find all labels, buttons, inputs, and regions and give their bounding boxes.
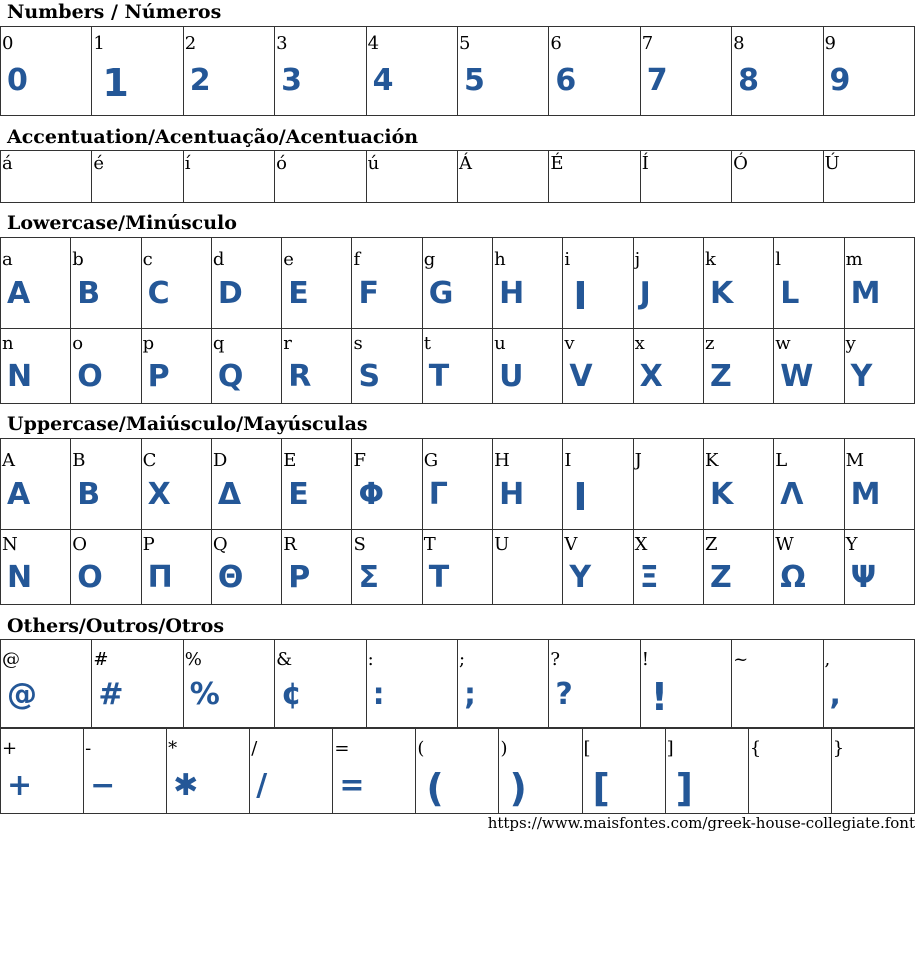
glyph-cell (823, 151, 914, 203)
font-glyph-sample: Π (147, 560, 172, 595)
glyph-cell (823, 27, 914, 116)
glyph-cell (493, 329, 563, 404)
character-label: & (276, 649, 293, 670)
character-label: S (353, 534, 366, 555)
glyph-cell (71, 530, 141, 605)
character-label: K (704, 450, 719, 471)
glyph-cell (352, 238, 422, 329)
glyph-cell (183, 640, 274, 728)
font-glyph-sample: E (288, 477, 308, 512)
glyph-cell (582, 729, 665, 814)
font-glyph-sample: L (780, 276, 799, 311)
character-label: + (2, 738, 18, 759)
font-glyph-sample: : (372, 677, 384, 712)
font-glyph-sample: ? (555, 677, 572, 712)
glyph-cell (282, 530, 352, 605)
glyph-cell (844, 329, 914, 404)
character-label: 7 (641, 33, 654, 54)
glyph-cell (703, 238, 773, 329)
font-glyph-sample: D (217, 276, 242, 311)
font-glyph-sample: Ψ (850, 560, 876, 595)
font-glyph-sample: Θ (217, 560, 243, 595)
glyph-cell (1, 729, 84, 814)
font-glyph-sample: ) (509, 766, 526, 810)
character-label: F (353, 450, 366, 471)
font-glyph-sample: Λ (780, 477, 803, 512)
glyph-cell (352, 329, 422, 404)
glyph-cell (703, 530, 773, 605)
font-glyph-sample: K (709, 276, 733, 311)
character-label: e (283, 249, 294, 270)
font-glyph-sample: 9 (829, 63, 850, 98)
glyph-cell (366, 27, 457, 116)
font-glyph-sample: 4 (372, 63, 393, 98)
character-label: ) (500, 738, 508, 759)
glyph-cell (366, 640, 457, 728)
font-glyph-sample: Ω (780, 560, 805, 595)
font-glyph-sample: Φ (358, 477, 383, 512)
font-glyph-sample: V (569, 359, 592, 394)
character-label: Ó (733, 153, 748, 174)
character-label: 3 (276, 33, 288, 54)
font-glyph-sample: N (7, 560, 32, 595)
font-glyph-sample: Z (709, 359, 731, 394)
character-label: Q (212, 534, 228, 555)
glyph-cell (422, 530, 492, 605)
glyph-cell (640, 27, 731, 116)
character-label: Í (641, 153, 649, 174)
uppercase-row-1 (1, 439, 915, 530)
glyph-cell (275, 640, 366, 728)
glyph-cell (71, 238, 141, 329)
font-glyph-sample: R (288, 359, 311, 394)
glyph-cell (141, 530, 211, 605)
glyph-cell (282, 238, 352, 329)
font-glyph-sample: 6 (555, 63, 576, 98)
character-label: O (72, 534, 88, 555)
glyph-cell (549, 640, 640, 728)
glyph-cell (703, 329, 773, 404)
font-glyph-sample: 7 (646, 63, 667, 98)
character-label: : (367, 649, 374, 670)
character-label: G (423, 450, 439, 471)
glyph-cell (211, 238, 281, 329)
character-label: é (93, 153, 105, 174)
font-glyph-sample: M (850, 276, 880, 311)
character-label: d (212, 249, 225, 270)
glyph-cell (831, 729, 914, 814)
character-label: * (168, 738, 178, 759)
glyph-cell (563, 329, 633, 404)
character-label: ! (641, 649, 649, 670)
character-label: R (283, 534, 297, 555)
font-glyph-sample: Y (569, 560, 591, 595)
character-label: ( (417, 738, 425, 759)
font-glyph-sample: T (428, 560, 449, 595)
character-label: L (775, 450, 788, 471)
character-label: t (423, 333, 432, 354)
glyph-cell (732, 27, 823, 116)
glyph-cell (1, 27, 92, 116)
glyph-cell (84, 729, 167, 814)
font-glyph-sample: ( (426, 766, 443, 810)
glyph-cell (71, 329, 141, 404)
font-glyph-sample: ! (650, 675, 668, 719)
font-glyph-sample: 3 (281, 63, 302, 98)
font-glyph-sample: ; (463, 677, 475, 712)
character-label: a (2, 249, 13, 270)
font-glyph-sample: T (428, 359, 449, 394)
glyph-cell (352, 530, 422, 605)
font-glyph-sample: P (288, 560, 310, 595)
glyph-cell (633, 238, 703, 329)
font-glyph-sample: ] (675, 766, 692, 810)
glyph-cell (183, 27, 274, 116)
section-title-uppercase: Uppercase/Maiúsculo/Mayúsculas (7, 413, 368, 435)
character-label: f (353, 249, 361, 270)
glyph-cell (141, 439, 211, 530)
glyph-cell (422, 439, 492, 530)
source-url: https://www.maisfontes.com/greek-house-collegiate.font (487, 814, 915, 832)
font-glyph-sample: @ (7, 677, 36, 712)
character-label: B (72, 450, 86, 471)
font-glyph-sample: = (339, 768, 364, 803)
font-glyph-sample: [ (592, 766, 609, 810)
section-title-others: Others/Outros/Otros (7, 615, 225, 637)
lowercase-row-1 (1, 238, 915, 329)
font-glyph-sample: H (499, 477, 524, 512)
glyph-cell (92, 27, 183, 116)
font-glyph-sample: J (639, 276, 650, 311)
glyph-cell (275, 151, 366, 203)
character-label: Á (458, 153, 472, 174)
font-glyph-sample: Y (850, 359, 872, 394)
glyph-cell (732, 640, 823, 728)
font-glyph-sample: Z (709, 560, 731, 595)
character-label: 4 (367, 33, 380, 54)
character-label: D (212, 450, 228, 471)
glyph-cell (774, 329, 844, 404)
character-label: T (423, 534, 436, 555)
accentuation-row (1, 151, 915, 203)
section-title-accentuation: Accentuation/Acentuação/Acentuación (7, 126, 419, 148)
character-label: ~ (733, 649, 749, 670)
character-label: s (353, 333, 363, 354)
character-label: I (564, 450, 572, 471)
character-label: ó (276, 153, 288, 174)
font-glyph-sample: ✱ (173, 768, 198, 803)
glyph-cell (167, 729, 250, 814)
glyph-cell (493, 439, 563, 530)
glyph-cell (640, 640, 731, 728)
font-glyph-sample: S (358, 359, 380, 394)
character-label: ] (666, 738, 674, 759)
font-glyph-sample: , (829, 677, 840, 712)
character-label: M (845, 450, 864, 471)
font-glyph-sample: I (573, 274, 587, 318)
font-glyph-sample: B (77, 276, 100, 311)
glyph-cell (457, 27, 548, 116)
character-label: É (550, 153, 564, 174)
character-label: x (634, 333, 645, 354)
lowercase-table (0, 237, 915, 404)
character-label: p (142, 333, 155, 354)
glyph-cell (748, 729, 831, 814)
glyph-cell (633, 329, 703, 404)
glyph-cell (844, 530, 914, 605)
character-label: l (775, 249, 782, 270)
character-label: w (775, 333, 791, 354)
glyph-cell (633, 439, 703, 530)
glyph-cell (549, 27, 640, 116)
numbers-table (0, 26, 915, 116)
uppercase-table (0, 438, 915, 605)
glyph-cell (633, 530, 703, 605)
character-label: 2 (184, 33, 197, 54)
glyph-cell (422, 329, 492, 404)
others-table-1 (0, 639, 915, 728)
glyph-cell (703, 439, 773, 530)
glyph-cell (499, 729, 582, 814)
font-glyph-sample: Ξ (639, 560, 658, 595)
glyph-cell (333, 729, 416, 814)
glyph-cell (823, 640, 914, 728)
uppercase-row-2 (1, 530, 915, 605)
character-label: } (832, 738, 845, 759)
glyph-cell (844, 439, 914, 530)
character-label: Z (704, 534, 718, 555)
others-table-2 (0, 728, 915, 814)
font-glyph-sample: X (147, 477, 170, 512)
glyph-cell (1, 238, 71, 329)
character-label: i (564, 249, 571, 270)
character-label: í (184, 153, 191, 174)
font-glyph-sample: M (850, 477, 880, 512)
character-label: # (93, 649, 109, 670)
character-label: j (634, 249, 641, 270)
font-glyph-sample: + (7, 768, 32, 803)
font-glyph-sample: H (499, 276, 524, 311)
character-label: 0 (2, 33, 14, 54)
glyph-cell (640, 151, 731, 203)
font-glyph-sample: C (147, 276, 169, 311)
glyph-cell (1, 530, 71, 605)
character-label: C (142, 450, 157, 471)
character-label: 5 (458, 33, 471, 54)
glyph-cell (665, 729, 748, 814)
font-glyph-sample: 2 (189, 63, 210, 98)
character-label: m (845, 249, 863, 270)
font-glyph-sample: 0 (7, 63, 27, 98)
font-glyph-sample: E (288, 276, 308, 311)
font-glyph-sample: X (639, 359, 662, 394)
character-label: v (564, 333, 575, 354)
font-glyph-sample: 1 (102, 61, 128, 105)
character-label: u (494, 333, 506, 354)
lowercase-row-2 (1, 329, 915, 404)
glyph-cell (1, 439, 71, 530)
character-label: Y (845, 534, 858, 555)
character-label: J (634, 450, 642, 471)
glyph-cell (282, 439, 352, 530)
font-glyph-sample: Γ (428, 477, 447, 512)
glyph-cell (493, 238, 563, 329)
glyph-cell (211, 329, 281, 404)
glyph-cell (563, 238, 633, 329)
font-glyph-sample: # (98, 677, 123, 712)
character-label: 8 (733, 33, 745, 54)
character-label: 1 (93, 33, 105, 54)
character-label: X (634, 534, 648, 555)
glyph-cell (1, 151, 92, 203)
font-glyph-sample: O (77, 560, 102, 595)
glyph-cell (493, 530, 563, 605)
glyph-cell (457, 151, 548, 203)
font-glyph-sample: 8 (738, 63, 758, 98)
font-glyph-sample: B (77, 477, 100, 512)
character-label: ; (458, 649, 466, 670)
font-glyph-sample: O (77, 359, 102, 394)
character-label: 6 (550, 33, 562, 54)
character-label: g (423, 249, 436, 270)
font-glyph-sample: Δ (217, 477, 241, 512)
character-label: o (72, 333, 84, 354)
font-glyph-sample: P (147, 359, 169, 394)
glyph-cell (141, 238, 211, 329)
section-title-numbers: Numbers / Números (7, 1, 222, 23)
character-label: - (85, 738, 92, 759)
accentuation-table (0, 150, 915, 203)
font-glyph-sample: ¢ (281, 677, 302, 712)
character-label: Ú (824, 153, 840, 174)
character-label: ? (550, 649, 560, 670)
font-glyph-sample: N (7, 359, 32, 394)
glyph-cell (211, 530, 281, 605)
character-label: / (251, 738, 258, 759)
character-label: H (494, 450, 510, 471)
character-label: = (334, 738, 350, 759)
character-label: z (704, 333, 715, 354)
glyph-cell (92, 640, 183, 728)
glyph-cell (92, 151, 183, 203)
character-label: @ (2, 649, 20, 670)
glyph-cell (457, 640, 548, 728)
character-label: n (2, 333, 14, 354)
glyph-cell (141, 329, 211, 404)
glyph-cell (183, 151, 274, 203)
font-glyph-sample: I (573, 475, 587, 519)
glyph-cell (1, 329, 71, 404)
character-label: c (142, 249, 153, 270)
glyph-cell (275, 27, 366, 116)
font-glyph-sample: A (7, 477, 30, 512)
glyph-cell (563, 439, 633, 530)
glyph-cell (1, 640, 92, 728)
section-title-lowercase: Lowercase/Minúsculo (7, 212, 237, 234)
glyph-cell (211, 439, 281, 530)
glyph-cell (774, 439, 844, 530)
character-label: U (494, 534, 510, 555)
character-label: k (704, 249, 716, 270)
font-glyph-sample: U (499, 359, 523, 394)
character-label: ú (367, 153, 380, 174)
glyph-cell (250, 729, 333, 814)
font-glyph-sample: Σ (358, 560, 378, 595)
font-glyph-sample: − (90, 768, 115, 803)
glyph-cell (282, 329, 352, 404)
glyph-cell (366, 151, 457, 203)
font-glyph-sample: A (7, 276, 30, 311)
character-label: A (2, 450, 15, 471)
glyph-cell (352, 439, 422, 530)
font-glyph-sample: F (358, 276, 378, 311)
character-label: y (845, 333, 856, 354)
character-label: q (212, 333, 225, 354)
glyph-cell (774, 530, 844, 605)
character-label: { (749, 738, 762, 759)
character-label: r (283, 333, 292, 354)
character-label: % (184, 649, 202, 670)
font-glyph-sample: G (428, 276, 453, 311)
character-label: h (494, 249, 506, 270)
font-glyph-sample: % (189, 677, 219, 712)
glyph-cell (563, 530, 633, 605)
glyph-cell (71, 439, 141, 530)
character-label: E (283, 450, 297, 471)
character-label: á (2, 153, 13, 174)
glyph-cell (844, 238, 914, 329)
glyph-cell (416, 729, 499, 814)
character-label: b (72, 249, 84, 270)
others-row-1 (1, 640, 915, 728)
character-label: N (2, 534, 18, 555)
numbers-row (1, 27, 915, 116)
glyph-cell (732, 151, 823, 203)
font-glyph-sample: Q (217, 359, 243, 394)
font-glyph-sample: K (709, 477, 733, 512)
font-glyph-sample: W (780, 359, 813, 394)
font-glyph-sample: 5 (463, 63, 484, 98)
glyph-cell (422, 238, 492, 329)
character-label: P (142, 534, 155, 555)
character-label: , (824, 649, 831, 670)
glyph-cell (549, 151, 640, 203)
font-glyph-sample: / (256, 768, 267, 803)
character-label: V (564, 534, 578, 555)
character-label: W (775, 534, 794, 555)
others-row-2 (1, 729, 915, 814)
character-label: [ (583, 738, 591, 759)
glyph-cell (774, 238, 844, 329)
character-label: 9 (824, 33, 836, 54)
